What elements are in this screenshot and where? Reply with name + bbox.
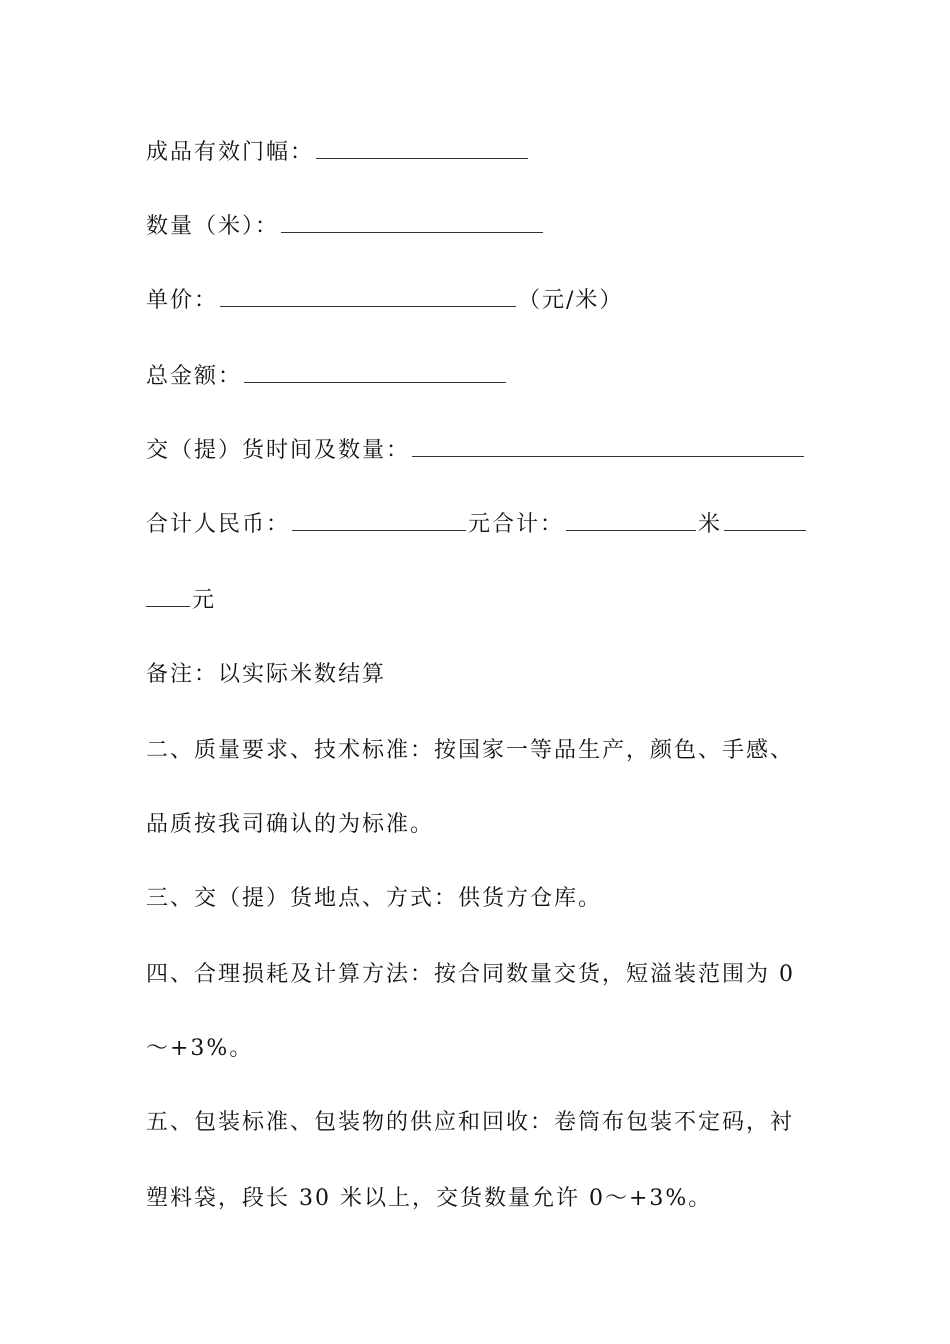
quality-line-1 bbox=[146, 736, 806, 766]
quantity-blank bbox=[281, 212, 543, 233]
total-amount-label: 总金额： bbox=[146, 364, 243, 389]
delivery-place-text: 三、交（提）货地点、方式：供货方仓库。 bbox=[146, 886, 603, 911]
total-amount-blank bbox=[244, 362, 506, 383]
total-amount-line bbox=[146, 362, 806, 392]
loss-text-2: ～+3%。 bbox=[146, 1036, 254, 1061]
finished-width-blank bbox=[316, 138, 528, 159]
unit-price-suffix: （元/米） bbox=[518, 288, 624, 313]
quality-text-2: 品质按我司确认的为标准。 bbox=[146, 812, 435, 837]
loss-line-1 bbox=[146, 960, 806, 990]
remark-text: 备注：以实际米数结算 bbox=[146, 662, 387, 687]
total-rmb-line bbox=[146, 510, 806, 540]
quantity-line bbox=[146, 212, 806, 242]
total-rmb-yuan: 元 bbox=[192, 588, 217, 613]
delivery-time-line bbox=[146, 436, 806, 466]
delivery-place-line bbox=[146, 884, 806, 914]
packaging-text-1: 五、包装标准、包装物的供应和回收：卷筒布包装不定码，衬 bbox=[146, 1110, 795, 1135]
quality-line-2 bbox=[146, 810, 806, 840]
loss-line-2 bbox=[146, 1034, 806, 1064]
delivery-time-blank bbox=[412, 436, 804, 457]
packaging-line-2 bbox=[146, 1184, 806, 1214]
unit-price-blank bbox=[220, 286, 516, 307]
delivery-time-label: 交（提）货时间及数量： bbox=[146, 438, 411, 463]
packaging-line-1 bbox=[146, 1108, 806, 1138]
remark-line bbox=[146, 660, 806, 690]
finished-width-label: 成品有效门幅： bbox=[146, 140, 315, 165]
finished-width-line bbox=[146, 138, 806, 168]
quantity-label: 数量（米）： bbox=[146, 214, 280, 239]
total-rmb-line-cont bbox=[146, 586, 806, 616]
total-rmb-mid2: 米 bbox=[698, 512, 723, 537]
total-meter-blank bbox=[566, 510, 696, 531]
total-yuan-blank-end bbox=[146, 586, 190, 607]
loss-text-1: 四、合理损耗及计算方法：按合同数量交货，短溢装范围为 0 bbox=[146, 962, 795, 987]
unit-price-label: 单价： bbox=[146, 288, 219, 313]
quality-text-1: 二、质量要求、技术标准：按国家一等品生产，颜色、手感、 bbox=[146, 738, 795, 763]
total-rmb-label: 合计人民币： bbox=[146, 512, 291, 537]
unit-price-line bbox=[146, 286, 806, 316]
total-rmb-blank bbox=[292, 510, 466, 531]
total-rmb-mid1: 元合计： bbox=[468, 512, 565, 537]
total-yuan-blank-start bbox=[724, 510, 806, 531]
packaging-text-2: 塑料袋，段长 30 米以上，交货数量允许 0～+3%。 bbox=[146, 1186, 713, 1211]
